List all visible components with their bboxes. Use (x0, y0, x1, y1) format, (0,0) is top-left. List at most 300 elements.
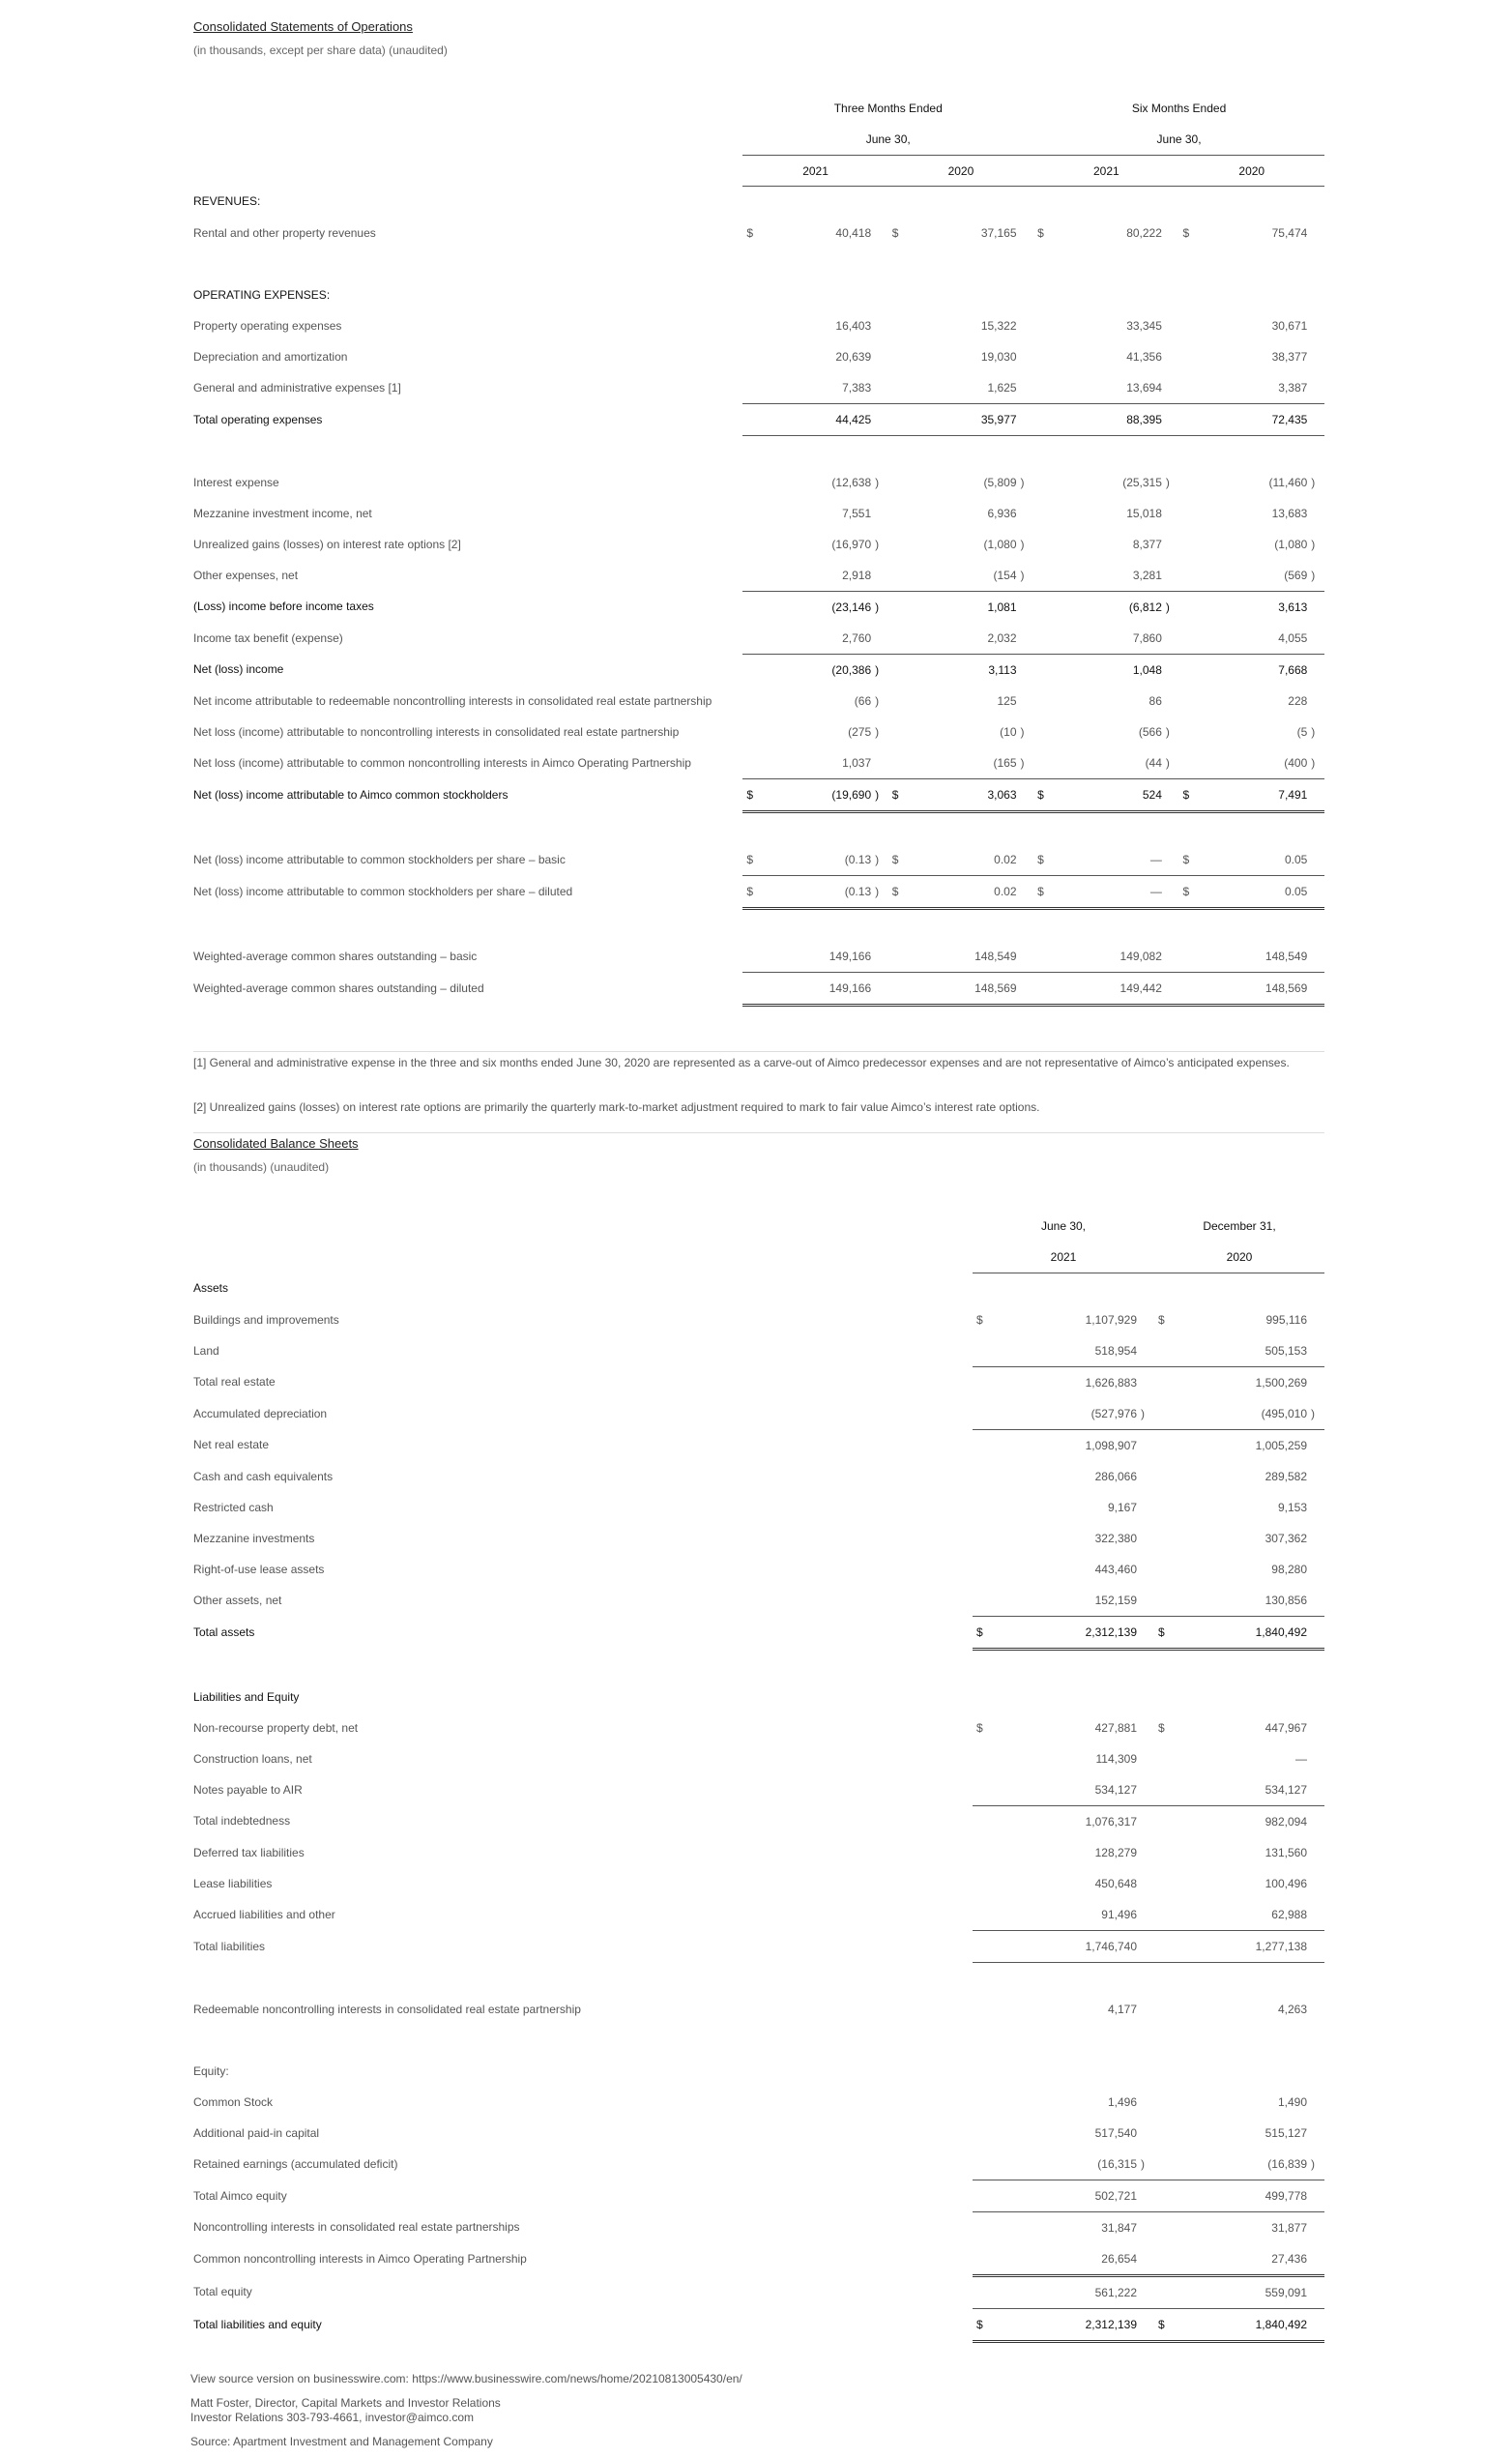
currency-symbol: $ (742, 876, 765, 909)
value-cell: 505,153 (1178, 1335, 1311, 1367)
currency-symbol (742, 372, 765, 404)
value-cell: 499,778 (1178, 2180, 1311, 2212)
currency-symbol: $ (742, 844, 765, 876)
table-row (193, 2243, 1324, 2276)
three-months-date: June 30, (865, 132, 911, 146)
currency-symbol (888, 560, 911, 592)
currency-symbol (1154, 1398, 1178, 1430)
value-cell: 1,496 (1107, 2095, 1137, 2109)
paren-cell (1311, 973, 1324, 1006)
currency-symbol (1033, 973, 1056, 1006)
currency-symbol (973, 2118, 996, 2149)
contact-name: Matt Foster, Director, Capital Markets and Investor Relations (190, 2396, 501, 2410)
value-cell: — (1057, 876, 1166, 909)
currency-symbol (1033, 941, 1056, 973)
paren-cell (1021, 623, 1034, 655)
paren-cell: ) (1311, 476, 1316, 489)
currency-symbol (1154, 1899, 1178, 1931)
paren-cell (1021, 779, 1034, 812)
row-label: Total liabilities and equity (193, 2318, 322, 2331)
value-cell: 1,107,929 (1085, 1313, 1137, 1327)
row-label: Deferred tax liabilities (193, 1845, 305, 1859)
currency-symbol (973, 1430, 996, 1462)
opex-heading: OPERATING EXPENSES: (193, 287, 331, 302)
row-label: Depreciation and amortization (193, 349, 348, 364)
row-label: Other expenses, net (193, 568, 299, 582)
value-cell: (16,315 (996, 2149, 1141, 2180)
value-cell: 1,626,883 (1085, 1376, 1137, 1390)
value-cell: 1,500,269 (1255, 1376, 1307, 1390)
currency-symbol (888, 592, 911, 624)
currency-symbol (973, 1931, 996, 1963)
value-cell: 33,345 (1126, 319, 1162, 333)
table-row (193, 973, 1324, 1006)
value-cell: 152,159 (996, 1585, 1141, 1617)
value-cell: 450,648 (1094, 1877, 1137, 1890)
paren-cell: ) (1311, 747, 1324, 779)
row-label: Non-recourse property debt, net (193, 1720, 359, 1735)
paren-cell (1141, 1617, 1154, 1650)
value-cell: 149,166 (766, 941, 875, 973)
paren-cell: ) (875, 844, 888, 876)
paren-cell (1311, 1994, 1324, 2025)
currency-symbol (742, 717, 765, 747)
paren-cell (1311, 498, 1324, 529)
paren-cell (875, 372, 888, 404)
row-label: Noncontrolling interests in consolidated real estate partnerships (193, 2220, 520, 2235)
paren-cell: ) (875, 600, 880, 614)
table-row (193, 529, 1324, 560)
value-cell: 524 (1057, 779, 1166, 812)
row-label: Weighted-average common shares outstanding – basic (193, 949, 478, 963)
value-cell: 72,435 (1202, 404, 1311, 436)
currency-symbol (973, 1743, 996, 1774)
paren-cell (1141, 2309, 1154, 2342)
value-cell: 1,840,492 (1178, 2309, 1311, 2342)
currency-symbol (888, 467, 911, 498)
paren-cell (1311, 2180, 1324, 2212)
value-cell: (12,638 (831, 476, 872, 489)
row-label: Net real estate (193, 1438, 270, 1452)
paren-cell (1311, 2309, 1324, 2342)
paren-cell (1141, 1492, 1154, 1523)
table-row (193, 498, 1324, 529)
paren-cell (1311, 1806, 1324, 1838)
value-cell: 20,639 (835, 350, 872, 364)
row-label: Retained earnings (accumulated deficit) (193, 2156, 398, 2171)
currency-symbol (1154, 1554, 1178, 1585)
notes-divider (193, 1051, 1324, 1052)
currency-symbol (1154, 1335, 1178, 1367)
value-cell: (495,010 (1178, 1398, 1311, 1430)
value-cell: 447,967 (1265, 1721, 1307, 1735)
bs-col1-header: June 30, (1040, 1219, 1087, 1233)
row-label: Accrued liabilities and other (193, 1907, 335, 1921)
currency-symbol (888, 310, 911, 341)
value-cell: 16,403 (835, 319, 872, 333)
currency-symbol: $ (746, 226, 754, 240)
value-cell: 8,377 (1132, 538, 1162, 551)
currency-symbol (742, 941, 765, 973)
value-cell: 1,490 (1277, 2095, 1307, 2109)
paren-cell: ) (1311, 560, 1324, 592)
value-cell: (275 (848, 725, 872, 739)
value-cell: 7,491 (1202, 779, 1311, 812)
row-label: Accumulated depreciation (193, 1406, 328, 1420)
row-label: Notes payable to AIR (193, 1782, 303, 1797)
currency-symbol: $ (1179, 779, 1202, 812)
paren-cell (1166, 372, 1179, 404)
currency-symbol (1154, 1774, 1178, 1806)
value-cell: (16,970 (831, 538, 872, 551)
paren-cell (1141, 1335, 1154, 1367)
currency-symbol (1154, 2180, 1178, 2212)
currency-symbol (973, 1899, 996, 1931)
paren-cell: ) (1165, 600, 1170, 614)
row-label: Total equity (193, 2285, 252, 2298)
currency-symbol (1179, 529, 1202, 560)
paren-cell (1021, 341, 1034, 372)
value-cell: 98,280 (1271, 1563, 1307, 1576)
liabilities-heading-row (193, 1682, 1324, 1712)
currency-symbol (742, 341, 765, 372)
currency-symbol (973, 1367, 996, 1399)
value-cell: 1,746,740 (996, 1931, 1141, 1963)
currency-symbol (1033, 341, 1056, 372)
currency-symbol (973, 2149, 996, 2180)
currency-symbol (1154, 1743, 1178, 1774)
value-cell: (566 (1138, 725, 1162, 739)
paren-cell (1141, 1430, 1154, 1462)
paren-cell (1021, 941, 1034, 973)
paren-cell (1166, 844, 1179, 876)
period-header-row (193, 93, 1324, 124)
row-label: Redeemable noncontrolling interests in consolidated real estate partnership (193, 2002, 581, 2016)
bs-col2-year: 2020 (1154, 1242, 1324, 1273)
currency-symbol (742, 973, 765, 1006)
balance-sheet-table (193, 1211, 1324, 2343)
paren-cell (1311, 1367, 1324, 1399)
currency-symbol (973, 1868, 996, 1899)
currency-symbol (1033, 623, 1056, 655)
row-label: Other assets, net (193, 1593, 282, 1607)
table-row (193, 779, 1324, 812)
paren-cell (1141, 1585, 1154, 1617)
paren-cell (1311, 1492, 1324, 1523)
value-cell: 7,383 (766, 372, 875, 404)
value-cell: (5,809 (983, 476, 1017, 489)
paren-cell (1141, 2276, 1154, 2309)
currency-symbol (888, 404, 911, 436)
currency-symbol (888, 529, 911, 560)
currency-symbol (1033, 498, 1056, 529)
paren-cell (1166, 973, 1179, 1006)
value-cell: 26,654 (996, 2243, 1141, 2276)
value-cell: 6,936 (987, 507, 1017, 520)
paren-cell (1021, 655, 1034, 687)
currency-symbol (742, 592, 765, 624)
paren-cell: ) (1311, 725, 1316, 739)
paren-cell (1141, 2212, 1154, 2244)
value-cell: 15,018 (1126, 507, 1162, 520)
table-row (193, 1931, 1324, 1963)
paren-cell (1311, 1712, 1324, 1743)
paren-cell (875, 404, 888, 436)
paren-cell (1021, 372, 1034, 404)
value-cell: 4,055 (1202, 623, 1311, 655)
paren-cell (1021, 404, 1034, 436)
paren-cell (1311, 218, 1324, 249)
paren-cell: ) (875, 725, 880, 739)
value-cell: 9,153 (1277, 1501, 1307, 1514)
currency-symbol (1179, 686, 1202, 717)
row-label: Net loss (income) attributable to common noncontrolling interests in Aimco Operating Partnership (193, 755, 691, 770)
currency-symbol: $ (1033, 876, 1056, 909)
paren-cell (1311, 592, 1324, 624)
value-cell: 7,860 (1057, 623, 1166, 655)
paren-cell (1311, 1868, 1324, 1899)
paren-cell: ) (1020, 476, 1025, 489)
currency-symbol (1154, 2149, 1178, 2180)
paren-cell (1311, 1554, 1324, 1585)
paren-cell (1166, 623, 1179, 655)
value-cell: 128,279 (1094, 1846, 1137, 1859)
currency-symbol (888, 686, 911, 717)
currency-symbol (742, 404, 765, 436)
paren-cell (1141, 1367, 1154, 1399)
currency-symbol (1179, 655, 1202, 687)
table-row (193, 310, 1324, 341)
paren-cell (1311, 779, 1324, 812)
value-cell: (66 (854, 694, 872, 708)
table-row (193, 844, 1324, 876)
value-cell: 40,418 (835, 226, 872, 240)
value-cell: — (1057, 844, 1166, 876)
paren-cell (1141, 1899, 1154, 1931)
currency-symbol (1033, 717, 1056, 747)
row-label: Restricted cash (193, 1500, 274, 1514)
currency-symbol: $ (1158, 1721, 1165, 1735)
currency-symbol (1033, 747, 1056, 779)
table-row (193, 560, 1324, 592)
value-cell: 1,277,138 (1178, 1931, 1311, 1963)
currency-symbol: $ (973, 2309, 996, 2342)
row-label: Total assets (193, 1625, 255, 1639)
currency-symbol (1154, 1430, 1178, 1462)
currency-symbol (1154, 1461, 1178, 1492)
value-cell: — (1295, 1752, 1307, 1766)
paren-cell (1311, 686, 1324, 717)
row-label: Additional paid-in capital (193, 2125, 320, 2140)
value-cell: 27,436 (1178, 2243, 1311, 2276)
liabilities-heading: Liabilities and Equity (193, 1689, 300, 1704)
row-label: Net loss (income) attributable to noncontrolling interests in consolidated real estate partnership (193, 724, 680, 739)
value-cell: 3,113 (988, 663, 1017, 677)
currency-symbol (888, 973, 911, 1006)
paren-cell: ) (1020, 538, 1025, 551)
currency-symbol: $ (742, 779, 765, 812)
row-label: Total real estate (193, 1375, 276, 1390)
table-row (193, 1554, 1324, 1585)
value-cell: 427,881 (1094, 1721, 1137, 1735)
source-company: Source: Apartment Investment and Management Company (190, 2435, 493, 2448)
currency-symbol (1033, 686, 1056, 717)
table-row (193, 2087, 1324, 2118)
paren-cell (1311, 404, 1324, 436)
row-label: Net (loss) income (193, 662, 284, 677)
paren-cell (875, 560, 888, 592)
value-cell: 289,582 (1265, 1470, 1307, 1483)
row-label: Net (loss) income attributable to common stockholders per share – diluted (193, 885, 573, 898)
paren-cell (1141, 1806, 1154, 1838)
currency-symbol (1179, 467, 1202, 498)
paren-cell (875, 623, 888, 655)
paren-cell: ) (1311, 1398, 1324, 1430)
currency-symbol (1033, 529, 1056, 560)
opex-heading-row (193, 279, 1324, 310)
paren-cell (1141, 1554, 1154, 1585)
currency-symbol (742, 310, 765, 341)
paren-cell (1141, 1837, 1154, 1868)
row-label: Total operating expenses (193, 412, 323, 426)
currency-symbol (1179, 941, 1202, 973)
row-label: Mezzanine investments (193, 1531, 315, 1545)
paren-cell (1311, 844, 1324, 876)
paren-cell (1166, 498, 1179, 529)
row-label: Common Stock (193, 2094, 274, 2109)
paren-cell (1141, 2243, 1154, 2276)
value-cell: 80,222 (1126, 226, 1162, 240)
value-cell: (569 (1202, 560, 1311, 592)
paren-cell (1311, 310, 1324, 341)
value-cell: 2,032 (911, 623, 1020, 655)
table-row (193, 1837, 1324, 1868)
table-row (193, 1335, 1324, 1367)
paren-cell (1166, 686, 1179, 717)
footnote-1: [1] General and administrative expense in the three and six months ended June 30, 2020 are represented as a carve-out of Aimco predecessor expenses and are not representative of Aimco’s anticipated expenses. (193, 1056, 1290, 1069)
paren-cell (1311, 1585, 1324, 1617)
currency-symbol (742, 623, 765, 655)
currency-symbol (973, 1554, 996, 1585)
currency-symbol (1179, 498, 1202, 529)
currency-symbol (888, 717, 911, 747)
currency-symbol (973, 2087, 996, 2118)
table-row (193, 341, 1324, 372)
currency-symbol: $ (891, 226, 899, 240)
value-cell: 1,840,492 (1178, 1617, 1311, 1650)
value-cell: 3,613 (1278, 600, 1308, 614)
row-label: Total indebtedness (193, 1814, 291, 1829)
paren-cell (1141, 1994, 1154, 2025)
value-cell: 148,569 (1202, 973, 1311, 1006)
currency-symbol (1179, 747, 1202, 779)
source-link[interactable]: View source version on businesswire.com: https://www.businesswire.com/news/home/20210813005430/en/ (190, 2372, 742, 2385)
paren-cell (1021, 686, 1034, 717)
currency-symbol (973, 2243, 996, 2276)
paren-cell: ) (1020, 725, 1025, 739)
value-cell: 131,560 (1265, 1846, 1307, 1859)
paren-cell (1141, 1774, 1154, 1806)
row-label: Unrealized gains (losses) on interest rate options [2] (193, 537, 461, 551)
table-row (193, 747, 1324, 779)
value-cell: 4,177 (1107, 2003, 1137, 2016)
paren-cell: ) (875, 779, 888, 812)
value-cell: 62,988 (1178, 1899, 1311, 1931)
contact-info: Investor Relations 303-793-4661, investor@aimco.com (190, 2411, 474, 2424)
section-divider (193, 1132, 1324, 1133)
table-row (193, 1461, 1324, 1492)
row-label: General and administrative expenses [1] (193, 380, 401, 395)
paren-cell (1141, 1743, 1154, 1774)
table-row (193, 2118, 1324, 2149)
row-label: Cash and cash equivalents (193, 1469, 334, 1483)
paren-cell (1141, 2087, 1154, 2118)
value-cell: 19,030 (980, 350, 1017, 364)
value-cell: (25,315 (1122, 476, 1162, 489)
bs-col1-year: 2021 (973, 1242, 1154, 1273)
currency-symbol (1154, 1492, 1178, 1523)
value-cell: 4,263 (1277, 2003, 1307, 2016)
revenues-heading: REVENUES: (193, 194, 261, 209)
table-row (193, 1774, 1324, 1806)
assets-heading-row (193, 1273, 1324, 1305)
paren-cell (875, 941, 888, 973)
currency-symbol (1154, 1931, 1178, 1963)
currency-symbol (888, 941, 911, 973)
value-cell: 31,847 (1101, 2221, 1137, 2235)
value-cell: 2,312,139 (996, 2309, 1141, 2342)
table-row (193, 1304, 1324, 1335)
currency-symbol (973, 1806, 996, 1838)
row-label: Total liabilities (193, 1939, 266, 1953)
value-cell: 149,442 (1057, 973, 1166, 1006)
paren-cell (875, 310, 888, 341)
paren-cell (1166, 941, 1179, 973)
value-cell: 517,540 (1094, 2126, 1137, 2140)
value-cell: 1,048 (1132, 663, 1162, 677)
table-row (193, 592, 1324, 624)
value-cell: 995,116 (1265, 1313, 1307, 1327)
currency-symbol (1179, 404, 1202, 436)
table-row (193, 2309, 1324, 2342)
paren-cell (875, 498, 888, 529)
currency-symbol (1154, 1837, 1178, 1868)
paren-cell: ) (1166, 747, 1179, 779)
paren-cell (1021, 310, 1034, 341)
paren-cell (1021, 218, 1034, 249)
paren-cell: ) (1165, 476, 1170, 489)
currency-symbol (1154, 2243, 1178, 2276)
currency-symbol (742, 529, 765, 560)
value-cell: (11,460 (1268, 476, 1308, 489)
value-cell: 515,127 (1265, 2126, 1307, 2140)
year-header-row (193, 156, 1324, 187)
value-cell: 148,549 (911, 941, 1020, 973)
paren-cell (1021, 876, 1034, 909)
currency-symbol (973, 1837, 996, 1868)
value-cell: 149,166 (766, 973, 875, 1006)
currency-symbol: $ (1033, 844, 1056, 876)
paren-cell (1166, 310, 1179, 341)
paren-cell (1166, 218, 1179, 249)
table-row (193, 218, 1324, 249)
operations-subtitle: (in thousands, except per share data) (unaudited) (193, 44, 448, 57)
value-cell: 13,683 (1271, 507, 1308, 520)
table-row (193, 2276, 1324, 2309)
row-label: Net (loss) income attributable to Aimco common stockholders (193, 788, 509, 802)
value-cell: (0.13 (766, 844, 875, 876)
row-label: Property operating expenses (193, 318, 342, 333)
